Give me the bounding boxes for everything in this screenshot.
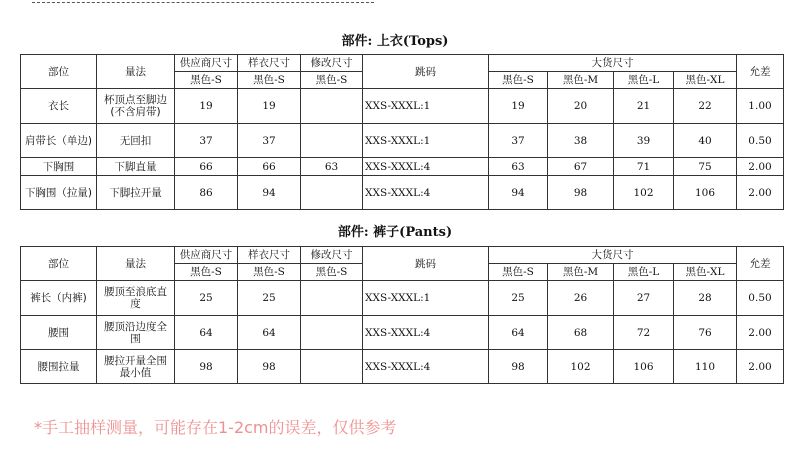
cell-bulk-m: 68: [548, 316, 614, 350]
subheader-bulk-m: 黑色-M: [548, 72, 614, 89]
header-supplier-size: 供应商尺寸: [175, 55, 238, 72]
cell-supplier-size: 19: [175, 89, 238, 124]
cell-bulk-l: 102: [614, 176, 674, 210]
header-bulk-size: 大货尺寸: [489, 247, 737, 264]
cell-part: 肩带长（单边): [21, 124, 97, 158]
cell-bulk-m: 98: [548, 176, 614, 210]
cell-method: 腰顶至浪底直度: [97, 281, 175, 316]
cell-sample-size: 37: [238, 124, 301, 158]
cell-revised-size: [301, 350, 363, 384]
subheader-sample: 黑色-S: [238, 72, 301, 89]
subheader-bulk-s: 黑色-S: [489, 72, 548, 89]
cell-bulk-s: 63: [489, 158, 548, 176]
cell-bulk-s: 25: [489, 281, 548, 316]
cell-method: 下脚直量: [97, 158, 175, 176]
table-row: [21, 176, 784, 210]
cell-method: 腰顶沿边度全围: [97, 316, 175, 350]
cell-grading: XXS-XXXL:4: [363, 350, 489, 384]
tops-spec-table: [20, 54, 784, 210]
subheader-supplier: 黑色-S: [175, 72, 238, 89]
cell-grading: XXS-XXXL:1: [363, 124, 489, 158]
header-sample-size: 样衣尺寸: [238, 55, 301, 72]
tops-title: 部件: 上衣(Tops): [341, 34, 449, 49]
cell-tolerance: 1.00: [737, 89, 784, 124]
cell-method: 下脚拉开量: [97, 176, 175, 210]
cell-sample-size: 25: [238, 281, 301, 316]
cell-part: 裤长（内裤): [21, 281, 97, 316]
cell-bulk-xl: 22: [674, 89, 737, 124]
cell-bulk-l: 106: [614, 350, 674, 384]
cell-bulk-s: 94: [489, 176, 548, 210]
cell-bulk-xl: 76: [674, 316, 737, 350]
cell-sample-size: 64: [238, 316, 301, 350]
header-tolerance: 允差: [737, 247, 784, 281]
header-tolerance: 允差: [737, 55, 784, 89]
subheader-bulk-l: 黑色-L: [614, 72, 674, 89]
header-part: 部位: [21, 247, 97, 281]
cell-bulk-s: 64: [489, 316, 548, 350]
cell-bulk-xl: 40: [674, 124, 737, 158]
cell-part: 下胸围: [21, 158, 97, 176]
subheader-bulk-s: 黑色-S: [489, 264, 548, 281]
cell-sample-size: 98: [238, 350, 301, 384]
subheader-bulk-m: 黑色-M: [548, 264, 614, 281]
cell-method: 无回扣: [97, 124, 175, 158]
cell-supplier-size: 25: [175, 281, 238, 316]
header-sample-size: 样衣尺寸: [238, 247, 301, 264]
cell-bulk-l: 72: [614, 316, 674, 350]
subheader-bulk-xl: 黑色-XL: [674, 72, 737, 89]
cell-bulk-s: 19: [489, 89, 548, 124]
cell-tolerance: 0.50: [737, 281, 784, 316]
cell-method: 杯顶点至脚边(不含肩带): [97, 89, 175, 124]
header-supplier-size: 供应商尺寸: [175, 247, 238, 264]
cell-bulk-m: 67: [548, 158, 614, 176]
table-row: [21, 316, 784, 350]
cell-grading: XXS-XXXL:4: [363, 158, 489, 176]
cell-tolerance: 2.00: [737, 316, 784, 350]
cell-part: 腰围: [21, 316, 97, 350]
table-row: [21, 124, 784, 158]
pants-title: 部件: 裤子(Pants): [337, 225, 453, 240]
header-grading: 跳码: [363, 247, 489, 281]
subheader-sample: 黑色-S: [238, 264, 301, 281]
cell-part: 下胸围（拉量): [21, 176, 97, 210]
cell-bulk-l: 21: [614, 89, 674, 124]
cell-grading: XXS-XXXL:4: [363, 176, 489, 210]
cell-supplier-size: 98: [175, 350, 238, 384]
cell-bulk-s: 98: [489, 350, 548, 384]
table-row: [21, 158, 784, 176]
pants-spec-table: [20, 246, 784, 384]
measurement-disclaimer: *手工抽样测量，可能存在1-2cm的误差，仅供参考: [34, 418, 397, 437]
header-bulk-size: 大货尺寸: [489, 55, 737, 72]
cell-supplier-size: 66: [175, 158, 238, 176]
dashed-divider: [32, 2, 374, 3]
cell-sample-size: 19: [238, 89, 301, 124]
cell-revised-size: [301, 281, 363, 316]
cell-tolerance: 2.00: [737, 176, 784, 210]
cell-grading: XXS-XXXL:1: [363, 281, 489, 316]
header-revised-size: 修改尺寸: [301, 247, 363, 264]
cell-bulk-xl: 110: [674, 350, 737, 384]
cell-tolerance: 2.00: [737, 350, 784, 384]
subheader-revised: 黑色-S: [301, 72, 363, 89]
cell-revised-size: [301, 124, 363, 158]
cell-bulk-s: 37: [489, 124, 548, 158]
cell-tolerance: 0.50: [737, 124, 784, 158]
cell-bulk-m: 38: [548, 124, 614, 158]
cell-supplier-size: 37: [175, 124, 238, 158]
cell-tolerance: 2.00: [737, 158, 784, 176]
cell-supplier-size: 86: [175, 176, 238, 210]
header-method: 量法: [97, 247, 175, 281]
cell-bulk-m: 20: [548, 89, 614, 124]
cell-sample-size: 66: [238, 158, 301, 176]
cell-part: 衣长: [21, 89, 97, 124]
cell-bulk-m: 102: [548, 350, 614, 384]
header-revised-size: 修改尺寸: [301, 55, 363, 72]
table-row: [21, 89, 784, 124]
cell-revised-size: [301, 89, 363, 124]
subheader-revised: 黑色-S: [301, 264, 363, 281]
cell-bulk-l: 27: [614, 281, 674, 316]
cell-part: 腰围拉量: [21, 350, 97, 384]
subheader-supplier: 黑色-S: [175, 264, 238, 281]
cell-bulk-m: 26: [548, 281, 614, 316]
header-part: 部位: [21, 55, 97, 89]
cell-grading: XXS-XXXL:1: [363, 89, 489, 124]
header-method: 量法: [97, 55, 175, 89]
cell-bulk-xl: 28: [674, 281, 737, 316]
cell-sample-size: 94: [238, 176, 301, 210]
cell-supplier-size: 64: [175, 316, 238, 350]
header-grading: 跳码: [363, 55, 489, 89]
cell-method: 腰拉开量全围最小值: [97, 350, 175, 384]
subheader-bulk-l: 黑色-L: [614, 264, 674, 281]
cell-bulk-l: 71: [614, 158, 674, 176]
cell-bulk-l: 39: [614, 124, 674, 158]
subheader-bulk-xl: 黑色-XL: [674, 264, 737, 281]
table-row: [21, 350, 784, 384]
table-row: [21, 281, 784, 316]
cell-revised-size: 63: [301, 158, 363, 176]
cell-revised-size: [301, 176, 363, 210]
cell-grading: XXS-XXXL:4: [363, 316, 489, 350]
cell-revised-size: [301, 316, 363, 350]
cell-bulk-xl: 106: [674, 176, 737, 210]
cell-bulk-xl: 75: [674, 158, 737, 176]
